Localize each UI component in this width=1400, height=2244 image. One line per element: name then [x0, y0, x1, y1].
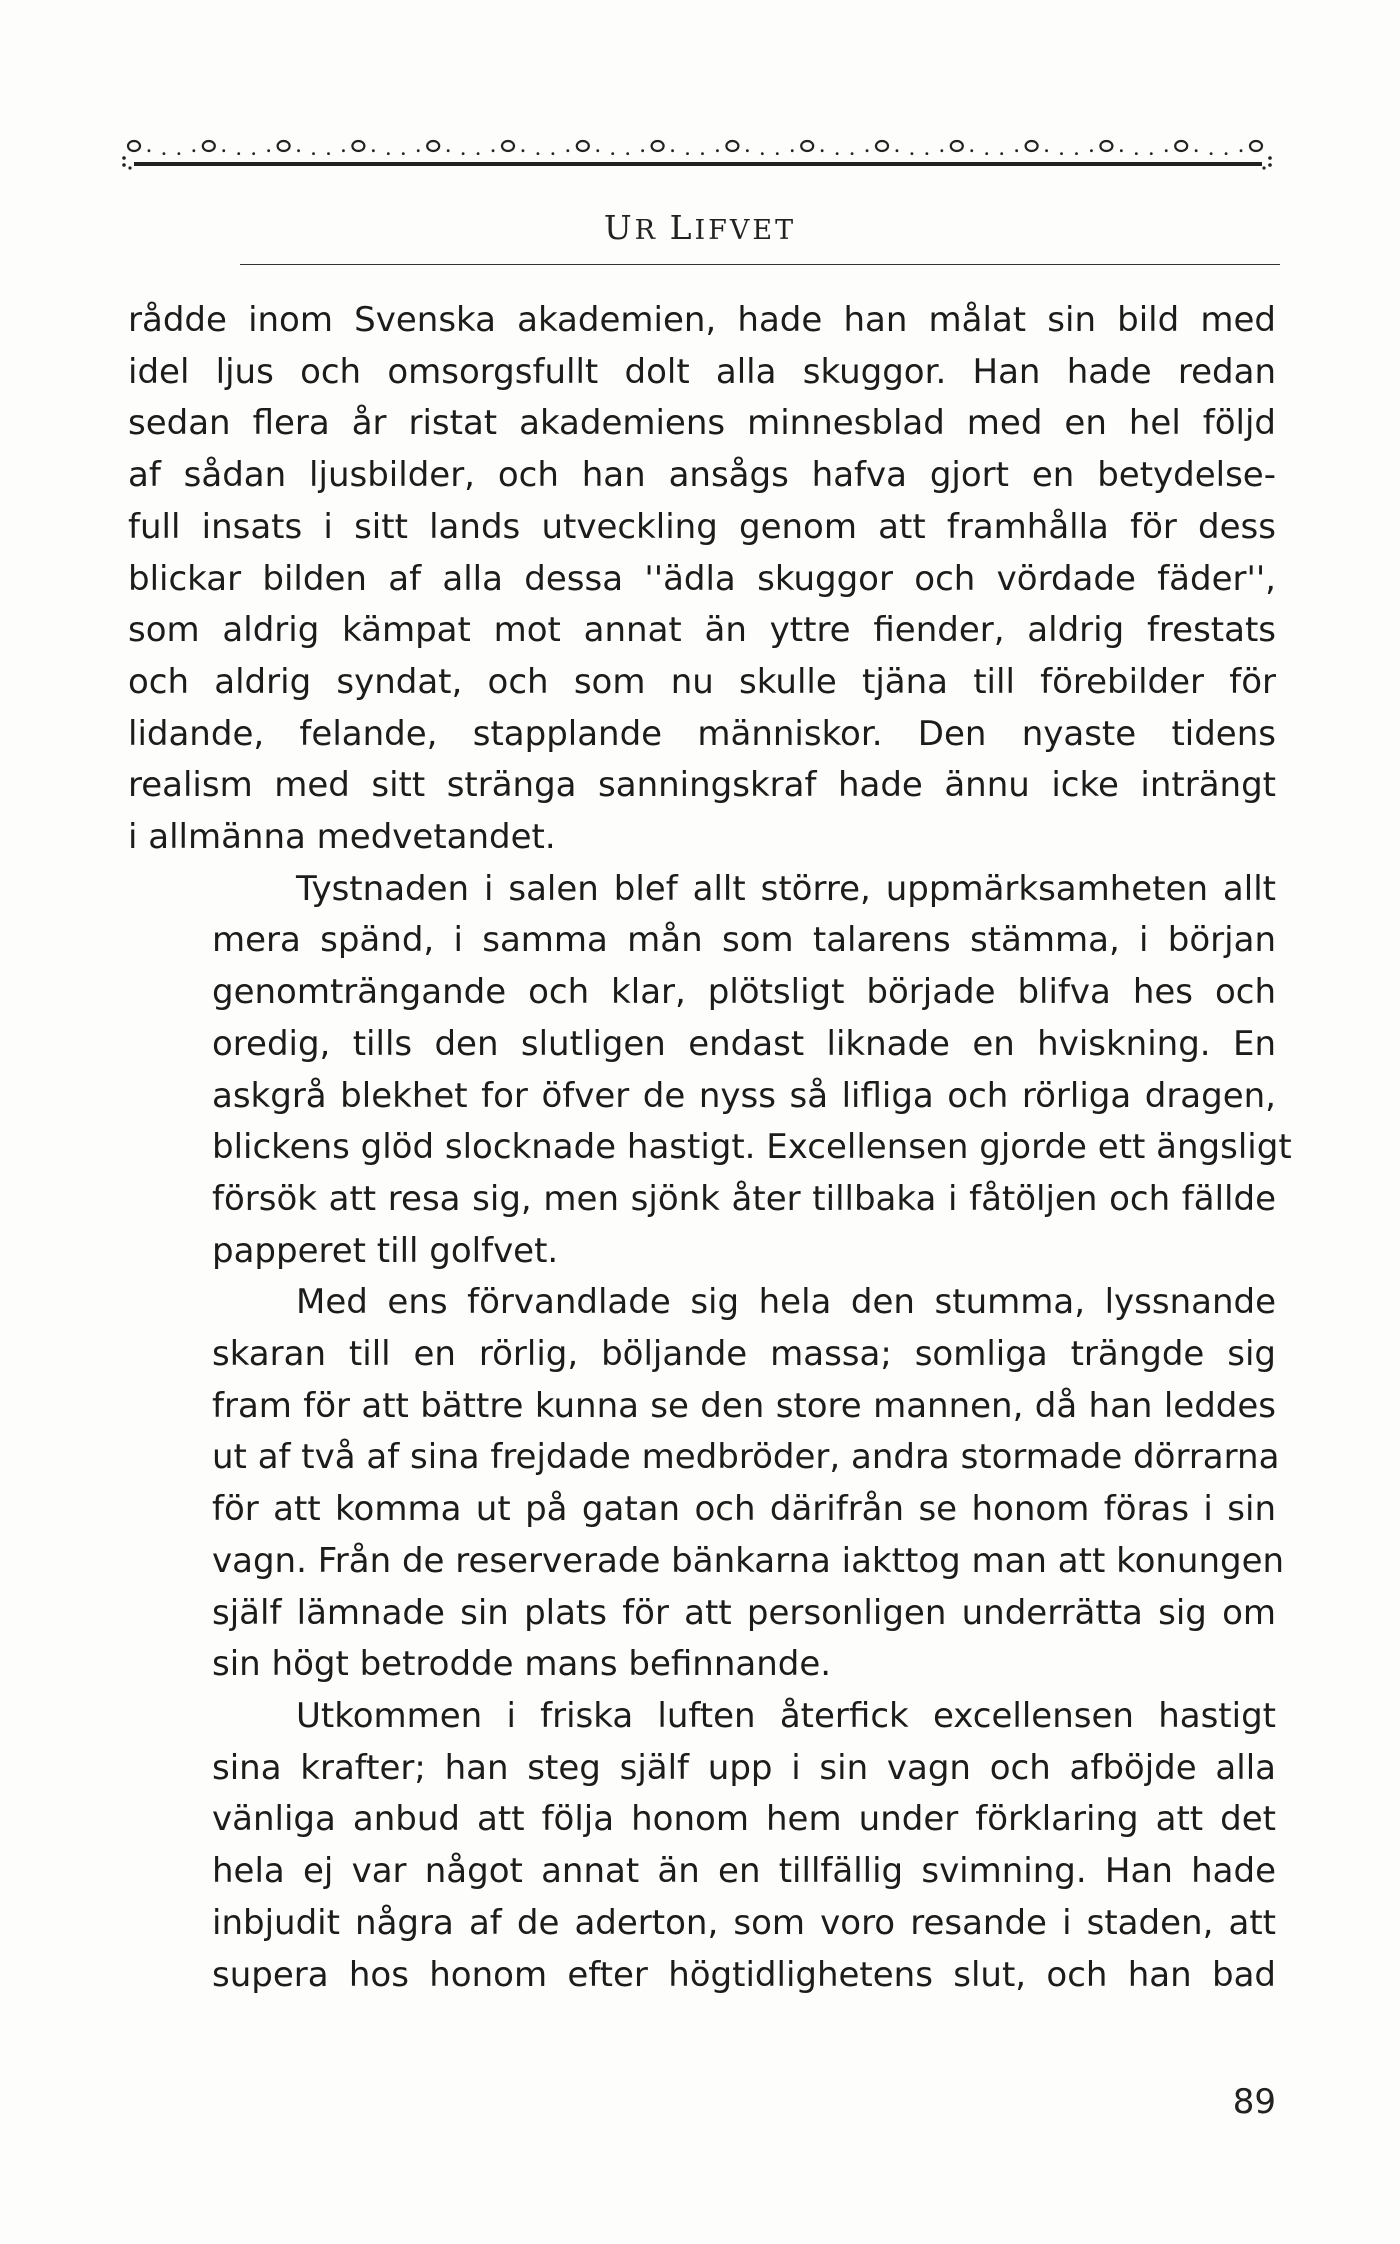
text-line: skaran till en rörlig, böljande massa; somliga trängde sig — [212, 1334, 1276, 1375]
ornament-dot — [177, 152, 180, 155]
ornament-ring — [1100, 141, 1112, 151]
ornament-dot — [836, 152, 839, 155]
text-line: sin högt betrodde mans befinnande. — [212, 1644, 832, 1685]
ornament-dot — [1135, 152, 1138, 155]
ornament-dot — [1015, 149, 1018, 152]
text-line: vagn. Från de reserverade bänkarna iakttog man att konungen — [212, 1540, 1285, 1581]
ornament-dot — [716, 149, 719, 152]
ornament-dot — [417, 149, 420, 152]
ornament-ring — [502, 141, 514, 151]
ornament-dot — [462, 152, 465, 155]
text-line: blickens glöd slocknade hastigt. Excellensen gjorde ett ängsligt — [212, 1127, 1292, 1168]
ornament-dot — [761, 152, 764, 155]
ornament-dot — [537, 152, 540, 155]
text-line: lidande, felande, stapplande människor. Den nyaste tidens — [128, 713, 1276, 754]
ornament-dot — [940, 149, 943, 152]
ornament-dot — [1210, 152, 1213, 155]
text-line: af sådan ljusbilder, och han ansågs hafva gjort en betydelse- — [128, 455, 1276, 496]
text-line: som aldrig kämpat mot annat än yttre fiender, aldrig frestats — [128, 610, 1276, 651]
ornament-dot — [387, 152, 390, 155]
ornament-dot — [671, 149, 674, 152]
text-line: supera hos honom efter högtidlighetens slut, och han bad — [212, 1954, 1276, 1995]
ornament-dot — [1075, 152, 1078, 155]
ornament-dot — [1195, 149, 1198, 152]
text-line: askgrå blekhet for öfver de nyss så lifliga och rörliga dragen, — [212, 1075, 1276, 1116]
text-line: sedan flera år ristat akademiens minnesblad med en hel följd — [128, 403, 1276, 444]
text-line: blickar bilden af alla dessa ''ädla skuggor och vördade fäder'', — [128, 558, 1276, 599]
header-ornament-dots-right — [1262, 156, 1271, 169]
ornament-dot — [1225, 152, 1228, 155]
ornament-dot — [1060, 152, 1063, 155]
ornament-dot — [776, 152, 779, 155]
ornament-dot — [821, 149, 824, 152]
ornament-ring — [652, 141, 664, 151]
text-line: själf lämnade sin plats för att personligen underrätta sig om — [212, 1592, 1276, 1633]
ornament-ring — [1026, 141, 1038, 151]
text-line: Utkommen i friska luften återfick excellensen hastigt — [296, 1695, 1276, 1736]
ornament-dot — [222, 149, 225, 152]
text-line: Med ens förvandlade sig hela den stumma, lyssnande — [296, 1282, 1276, 1323]
ornament-ring — [278, 141, 290, 151]
text-line: vänliga anbud att följa honom hem under förklaring att det — [212, 1799, 1276, 1840]
header-ornament-dots-left — [122, 156, 131, 169]
ornament-ring — [352, 141, 364, 151]
ornament-dot — [641, 149, 644, 152]
ornament-dot — [611, 152, 614, 155]
ornament-ring — [876, 141, 888, 151]
ornament-dot — [566, 149, 569, 152]
text-line: i allmänna medvetandet. — [128, 817, 556, 858]
text-line: för att komma ut på gatan och därifrån se honom föras i sin — [212, 1489, 1276, 1530]
ornament-dot — [791, 149, 794, 152]
ornament-dot — [1045, 149, 1048, 152]
text-line: oredig, tills den slutligen endast liknade en hviskning. En — [212, 1023, 1276, 1064]
ornament-dot — [447, 149, 450, 152]
ornament-dot — [148, 149, 151, 152]
ornament-dot — [985, 152, 988, 155]
ornament-ring — [128, 141, 140, 151]
ornament-dot — [1090, 149, 1093, 152]
text-line: ut af två af sina frejdade medbröder, andra stormade dörrarna — [212, 1437, 1280, 1478]
ornament-dot — [851, 152, 854, 155]
text-line: rådde inom Svenska akademien, hade han målat sin bild med — [128, 300, 1276, 340]
text-line: idel ljus och omsorgsfullt dolt alla skuggor. Han hade redan — [128, 351, 1276, 392]
ornament-dot — [1000, 152, 1003, 155]
text-line: fram för att bättre kunna se den store mannen, då han leddes — [212, 1385, 1276, 1426]
ornament-ring — [427, 141, 439, 151]
running-head: UR LIFVET — [603, 208, 797, 247]
ornament-dot — [896, 149, 899, 152]
ornament-dot — [327, 152, 330, 155]
text-line: Tystnaden i salen blef allt större, uppmärksamheten allt — [296, 868, 1276, 909]
text-line: och aldrig syndat, och som nu skulle tjäna till förebilder för — [128, 661, 1276, 702]
ornament-ring — [1175, 141, 1187, 151]
ornament-dot — [342, 149, 345, 152]
body-text — [128, 295, 1292, 2001]
ornament-dot — [970, 149, 973, 152]
paragraph-4 — [128, 1691, 1276, 2001]
ornament-dot — [626, 152, 629, 155]
text-line: hela ej var något annat än en tillfällig svimning. Han hade — [212, 1851, 1276, 1892]
ornament-ring — [726, 141, 738, 151]
text-line: sina krafter; han steg själf upp i sin vagn och afböjde alla — [212, 1747, 1276, 1788]
ornament-ring — [801, 141, 813, 151]
text-line: försök att resa sig, men sjönk åter tillbaka i fåtöljen och fällde — [212, 1178, 1276, 1219]
ornament-dot — [192, 149, 195, 152]
paragraph-2 — [128, 864, 1292, 1278]
ornament-dot — [312, 152, 315, 155]
ornament-ring — [203, 141, 215, 151]
text-line: mera spänd, i samma mån som talarens stämma, i början — [212, 920, 1276, 961]
ornament-dot — [252, 152, 255, 155]
text-line: inbjudit några af de aderton, som voro resande i staden, att — [212, 1902, 1276, 1943]
header-ornament-rule — [134, 162, 1262, 166]
ornament-dot — [163, 152, 166, 155]
ornament-dot — [1120, 149, 1123, 152]
ornament-dot — [522, 149, 525, 152]
ornament-dot — [237, 152, 240, 155]
ornament-dot — [746, 149, 749, 152]
text-line: full insats i sitt lands utveckling genom att framhålla för dess — [128, 506, 1276, 547]
ornament-dot — [686, 152, 689, 155]
ornament-dot — [866, 149, 869, 152]
ornament-dot — [267, 149, 270, 152]
text-line: realism med sitt stränga sanningskraf hade ännu icke inträngt — [128, 765, 1276, 806]
ornament-dot — [596, 149, 599, 152]
ornament-dot — [1150, 152, 1153, 155]
ornament-dot — [911, 152, 914, 155]
ornament-dot — [1165, 149, 1168, 152]
ornament-dot — [372, 149, 375, 152]
ornament-dot — [925, 152, 928, 155]
header-rule — [240, 264, 1280, 265]
ornament-ring — [1250, 141, 1262, 151]
ornament-dot — [477, 152, 480, 155]
paragraph-3 — [128, 1277, 1285, 1691]
page-number: 89 — [1232, 2082, 1276, 2122]
ornament-ring — [577, 141, 589, 151]
header-ornament — [120, 132, 1275, 172]
ornament-dot — [701, 152, 704, 155]
ornament-dot — [297, 149, 300, 152]
text-line: papperet till golfvet. — [212, 1230, 559, 1271]
ornament-dot — [1240, 149, 1243, 152]
paragraph-1 — [128, 295, 1276, 864]
ornament-dot — [492, 149, 495, 152]
ornament-dot — [551, 152, 554, 155]
ornament-ring — [951, 141, 963, 151]
ornament-dot — [402, 152, 405, 155]
text-line: genomträngande och klar, plötsligt började blifva hes och — [212, 972, 1276, 1013]
